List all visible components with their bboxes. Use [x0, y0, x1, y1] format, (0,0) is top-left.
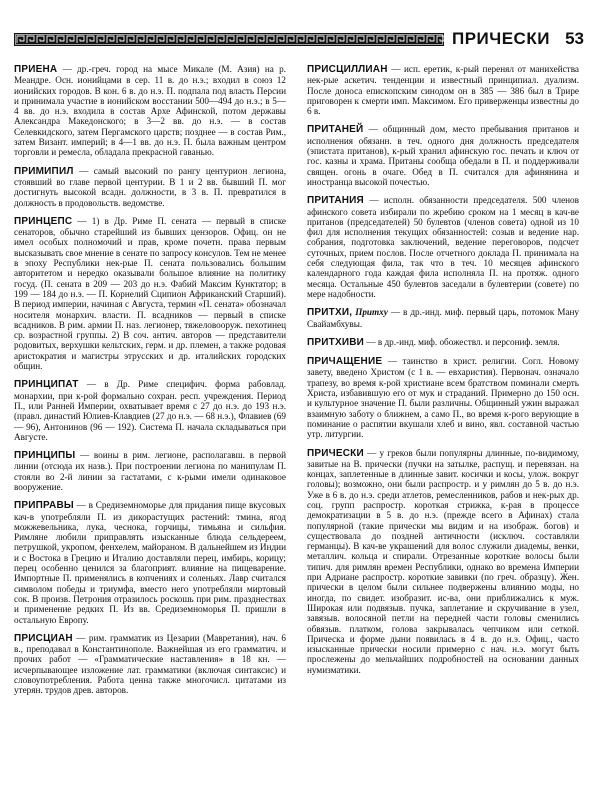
entry-priena	[14, 64, 286, 158]
entry-term: ПРИНЦИПАТ	[14, 379, 79, 391]
entry-text: — в др.-инд. миф. обожествл. и персониф. земля.	[366, 336, 560, 347]
entry-pritaniya	[307, 195, 579, 299]
decorative-ornament-border	[14, 33, 444, 46]
entry-principat	[14, 379, 286, 442]
entry-prichashchenie	[307, 356, 579, 439]
entry-term: ПРИЧЕСКИ	[307, 447, 364, 459]
entry-text: — др.-греч. город на мысе Микале (М. Азия) на р. Меандре. Осн. ионийцами в сер. 11 в. до н.э.; входил в союз 12 ионийских городов. В кон. 6 в. до н.э. П. подпала под власть Персии и принимала участие в ионийском восстании 500—494 до н.э.; в 5—4 вв. до н.э. входила в состав Архе Афинской, потом державы Александра Македонского; в 3—2 вв. до н.э. — в состав Селевкидского, затем Пергамского царств; позднее — в состав Рим., затем Визант. империй; в 4—1 вв. до н.э. П. была важным центром торговли и ремесла, обладала прекрасной гаванью.	[14, 64, 286, 158]
entry-pritaney	[307, 124, 579, 187]
entry-term: ПРИПРАВЫ	[14, 500, 74, 512]
entry-text: — таинство в христ. религии. Согл. Новому завету, введено Христом (с 1 в. — евхаристия). Первонач. означало трапезу, во время к-рой христиане всем братством поминали смерть Христа, избавившую его от мук и страданий. Примерно до 150 осн. и культурное значение П. были различны. Общинный ужин выражал взаимную заботу о ближнем, а само П., во время к-рого верующие в поминание о распятии вкушали хлеб и вино, явл. составной частью утр. литургии.	[307, 356, 579, 440]
entry-text: — в Др. Риме специфич. форма рабовлад. монархии, при к-рой формально сохран. респ. учреждения. Период П., или Ранней Империи, охватывает время с 27 до н.э. до 193 н.э. (правл. династий Юлиев-Клавдиев (27 до н.э. — 68 н.э.), Флавиев (69 — 96), Антонинов (96 — 192). Система П. начала складываться при Августе.	[14, 379, 286, 442]
entry-text: — общинный дом, место пребывания пританов и исполнения обязанн. в теч. одного дня должность председателя (эпистата пританов), к-рый хранил афинскую гос. печать и ключ от гос. казны и храма. Пританы сообща обедали в П. и поддерживали священ. огонь в очаге. Обед в П. считался для афинянина и иностранца высокой почестью.	[307, 124, 579, 187]
entry-primipil	[14, 166, 286, 208]
entry-priscillian	[307, 64, 579, 116]
entry-term: ПРИТХИ,	[307, 307, 353, 319]
entry-term: ПРИЕНА	[14, 64, 58, 75]
entry-text: — исполн. обязанности председателя. 500 членов афинского совета избирали по жребию сроком на 1 месяц в кач-ве пританов (председателей) 50 булевтов (членов совета) одной из 10 фил для исполнения текущих обязанностей: созыв и ведение нар. собрания, подготовка заключений, ведение переговоров, подсчет суточных, прием послов. После отчетного доклада П. принимала на себя следующая фила, так что в теч. 10 месяцев афинского календарного года каждая фила исполняла П. на протяж. одного месяца. Остальные 450 булевтов заседали в булевтерии (совете) по мере надобности.	[307, 195, 579, 299]
left-column	[14, 64, 286, 786]
entry-pripravy	[14, 500, 286, 625]
entry-text: — у греков были популярны длинные, по-видимому, завитые на В. прически (пучки на затылке, распущ. и перевязан. на концах, заплетенные в длинные завит. косички и косы, улож. вокруг головы); возможно, они были распростр. и у римлян до 5 в. до н.э. Уже в 6 в. до н.э. среди атлетов, ремесленников, рабов и нек-рых др. соц. групп распростр. короткая стрижка, к-рая в процессе демократизации в 5 в. до н.э. (прежде всего в Афинах) стала популярной (такие прически мы видим и на изображ. богов) и существовала до поздней античности (исключ. составляли германцы). В кач-ве украшений для волос служили диадемы, венки, металлич. кольца и спирали. Отрезанные короткие волосы были типич. для римлян времен Республики, однако во времена Империи при Адриане распростр. короткие завивки (по греч. образцу). Жен. прически в целом были сильнее подвержены влиянию моды, но иногда, по свидет. изобразит. ис-ва, они приближались к муж. Широкая или подвязыв. пучка, заплетание и скручивание в узел, завязыв. волосяной петли на передней части головы сменились обвязыв. платком, голова закрывалась чепчиком или сеткой. Прическа и форме дыни появилась в 4 в. до н.э. Офиц., часто изысканные прически носили примерно с нач. н.э. могут быть прослежены до мельчайших подробностей на основании данных нумизматики.	[307, 447, 579, 675]
entry-text: — в Средиземноморье для придания пище вкусовых кач-в употребляли П. из дикорастущих растений: тмина, ягод можжевельника, лука, чеснока, горчицы, тимьяна и сильфия. Римляне любили приправлять изысканные блюда сельдереем, петрушкой, укропом, фенхелем, майораном. В дальнейшем из Индии и с Востока в Грецию и Италию доставляли перец, имбирь, корицу; перец особенно ценился за благоприят. влияние на пищеварение. Импортные П. применялись в копчениях и соленьях. Лавр считался символом победы и триумфа, вместо него употребляли миртовый сок. В произв. Петрония отразилось роскошь при рим. празднествах и применение редких П. Из вв. Средиземноморья П. пришли в остальную Европу.	[14, 500, 286, 625]
entry-text: — в др.-инд. миф. первый царь, потомок Ману Свайамбхувы.	[307, 307, 579, 329]
right-column	[307, 64, 579, 786]
entry-alt-term: Притху	[355, 307, 388, 318]
entry-term: ПРИСЦИАН	[14, 632, 73, 644]
entry-text: — 1) в Др. Риме П. сената — первый в списке сенаторов, обычно старейший из бывших цензоров. Офиц. он не имел особых полномочий и прав, кроме почетн. права первым высказывать свое мнение в сенате по запросу консулов. Тем не менее в эпоху Республики нек-рые П. сената пользовались большим авторитетом и нередко оказывали большое влияние на политику госуд. (П. сената в 209 — 203 до н.э. Фабий Максим Кунктатор; в 199 — 184 до н.э. — П. Корнелий Сципион Африканский Старший). В период империи, начиная с Августа, термин «П. сената» обозначал носителя монархич. власти. П. всадников — первый в списке всадников. В рим. армии П. наз. легионер, тяжеловооруж. пехотинец ср. возрастной группы. 2) В соч. антич. авторов — представители родовитых, верхушки кельтских, герм. и др. племен, а также родовая аристократия и магистры этрусских и др. италийских городских общин.	[14, 215, 286, 372]
entry-term: ПРИТАНИЯ	[307, 195, 364, 207]
entry-principy	[14, 450, 286, 492]
entry-term: ПРИМИПИЛ	[14, 165, 74, 177]
entry-term: ПРИНЦИПЫ	[14, 450, 76, 462]
entry-term: ПРИЧАЩЕНИЕ	[307, 356, 383, 368]
entry-text: — исп. еретик, к-рый перенял от манихейства нек-рые аскетич. тенденции и известный принципиал. дуализм. После доноса епископским синодом он в 385 — 386 был в Трире приговорен к смерти имп. Максимом. Его приверженцы известны до 6 в.	[307, 64, 579, 117]
page-header	[14, 28, 588, 52]
entry-term: ПРИТХИВИ	[307, 336, 365, 348]
running-header-title: ПРИЧЕСКИ	[452, 29, 550, 48]
entry-princeps	[14, 216, 286, 371]
entry-term: ПРИНЦЕПС	[14, 215, 73, 227]
entry-text: — воины в рим. легионе, располагавш. в первой линии (отсюда их назв.). При построении легиона по манипулам П. стояли во 2-й линии за гастатами, с к-рыми имели одинаковое вооружение.	[14, 450, 286, 492]
entry-term: ПРИСЦИЛЛИАН	[307, 64, 388, 75]
entry-prithi	[307, 307, 579, 329]
page-number: 53	[565, 29, 584, 48]
entry-text: — рим. грамматик из Цезарии (Мавретания), нач. 6 в., преподавал в Константинополе. Важнейшая из его грамматич. и прочих работ — «Грамматические наставления» в 18 кн. — исчерпывающее изложение лат. грамматики (включая синтаксис) и словоупотребления. Работа ценна также многочисл. цитатами из утерян. трудов древ. авторов.	[14, 632, 286, 696]
entry-prithivi	[307, 337, 579, 348]
entry-pricheski	[307, 448, 579, 676]
entry-priscian	[14, 633, 286, 696]
entry-text: — самый высокий по рангу центурион легиона, стоявший во главе первой центурии. В 1 и 2 вв. бывший П. мог достигнуть высокой всадн. должности, в 3 в. П. превратился в должность в продовольств. ведомстве.	[14, 165, 286, 208]
entry-term: ПРИТАНЕЙ	[307, 124, 364, 136]
